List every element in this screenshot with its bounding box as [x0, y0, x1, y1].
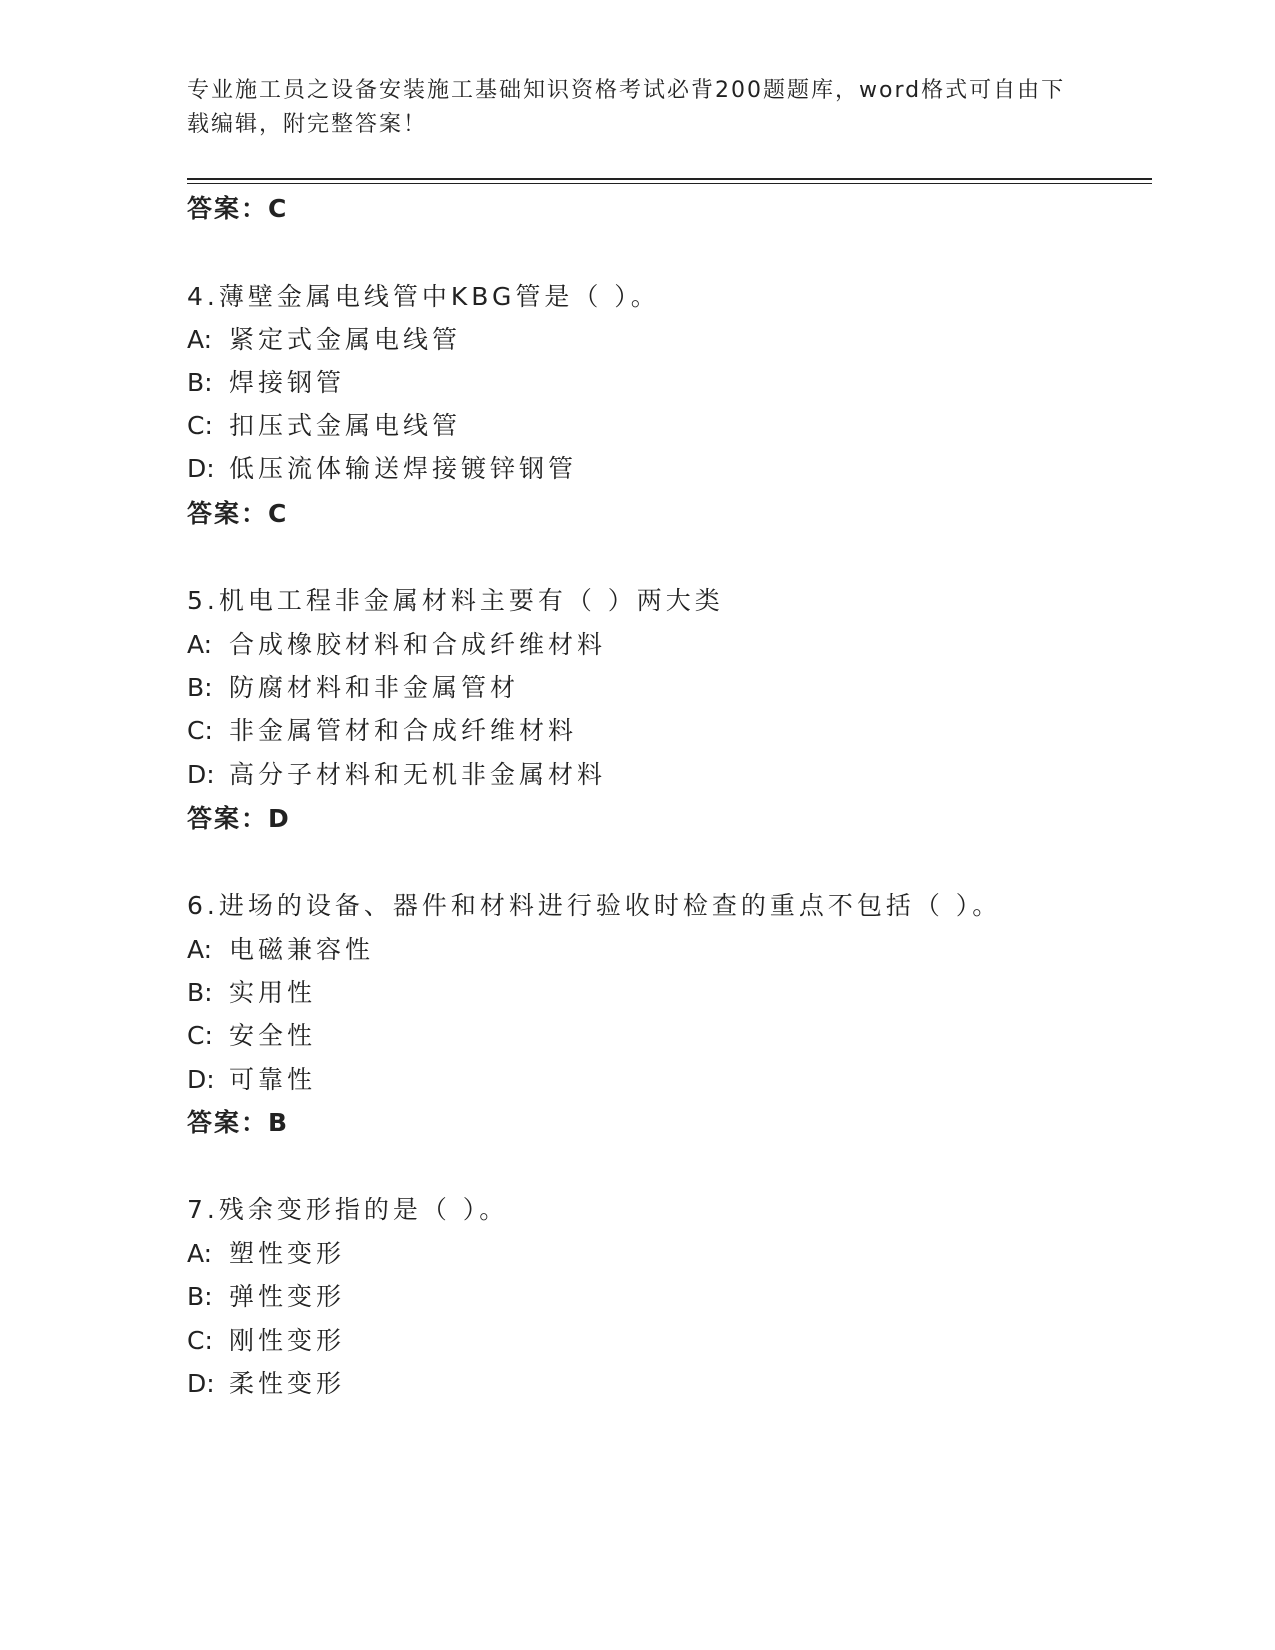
answer-line: 答案：D [187, 804, 291, 833]
option-text: 高分子材料和无机非金属材料 [229, 760, 607, 789]
option-label: D: [187, 760, 215, 789]
answer-line: 答案：C [187, 499, 289, 528]
option-text: 焊接钢管 [229, 368, 346, 397]
option-label: C: [187, 411, 213, 440]
option-label: B: [187, 673, 213, 702]
option-label: B: [187, 978, 213, 1007]
option-text: 扣压式金属电线管 [229, 411, 462, 440]
answer-line: 答案：B [187, 1108, 290, 1137]
option-text: 低压流体输送焊接镀锌钢管 [229, 454, 578, 483]
option-label: A: [187, 935, 213, 964]
option-label: B: [187, 1282, 213, 1311]
option-label: A: [187, 1239, 213, 1268]
option-text: 电磁兼容性 [229, 935, 375, 964]
option-text: 实用性 [229, 978, 317, 1007]
option-b [187, 366, 345, 400]
question-stem: 7.残余变形指的是（ ）。 [187, 1195, 509, 1224]
option-text: 刚性变形 [229, 1326, 346, 1355]
option-text: 弹性变形 [229, 1282, 346, 1311]
option-c [187, 1019, 316, 1053]
option-text: 可靠性 [229, 1065, 317, 1094]
question-stem: 6.进场的设备、器件和材料进行验收时检查的重点不包括（ ）。 [187, 891, 1002, 920]
option-label: C: [187, 1021, 213, 1050]
option-b [187, 671, 519, 705]
option-a [187, 323, 461, 357]
option-label: D: [187, 1065, 215, 1094]
document-header: 专业施工员之设备安装施工基础知识资格考试必背200题题库，word格式可自由下载编辑，附完整答案！ [187, 78, 1066, 137]
option-d [187, 1063, 316, 1097]
option-text: 紧定式金属电线管 [229, 325, 462, 354]
option-d [187, 452, 577, 486]
option-d [187, 1367, 345, 1401]
option-label: A: [187, 630, 213, 659]
option-label: D: [187, 1369, 215, 1398]
option-a [187, 1237, 345, 1271]
option-text: 安全性 [229, 1021, 317, 1050]
option-label: B: [187, 368, 213, 397]
option-a [187, 933, 374, 967]
option-c [187, 714, 577, 748]
option-label: C: [187, 716, 213, 745]
option-a [187, 628, 606, 662]
option-text: 柔性变形 [229, 1369, 346, 1398]
answer-line: 答案：C [187, 194, 289, 223]
option-text: 防腐材料和非金属管材 [229, 673, 520, 702]
header-rule-thick [187, 178, 1152, 180]
option-label: A: [187, 325, 213, 354]
option-text: 非金属管材和合成纤维材料 [229, 716, 578, 745]
option-label: D: [187, 454, 215, 483]
question-stem: 4.薄壁金属电线管中KBG管是（ ）。 [187, 282, 660, 311]
question-stem: 5.机电工程非金属材料主要有（ ）两大类 [187, 586, 724, 615]
option-b [187, 1280, 345, 1314]
header-rule-thin [187, 183, 1152, 184]
option-text: 合成橡胶材料和合成纤维材料 [229, 630, 607, 659]
option-label: C: [187, 1326, 213, 1355]
option-c [187, 409, 461, 443]
option-text: 塑性变形 [229, 1239, 346, 1268]
option-d [187, 758, 606, 792]
option-c [187, 1324, 345, 1358]
option-b [187, 976, 316, 1010]
